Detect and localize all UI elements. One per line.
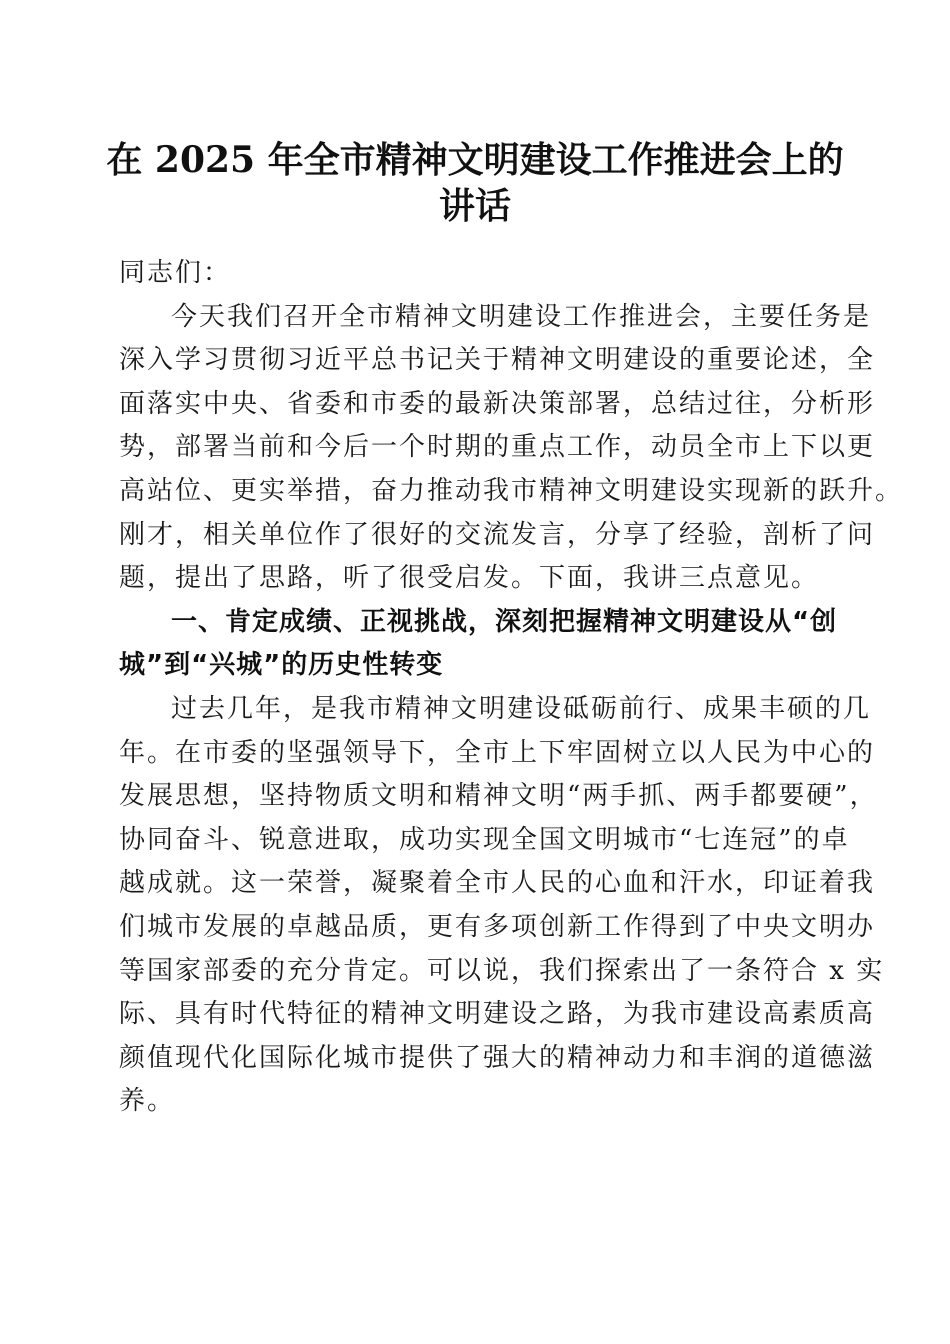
document-title [100, 137, 850, 229]
section-heading-1 [119, 601, 838, 688]
paragraph-intro [119, 296, 904, 601]
paragraph-line: 今天我们召开全市精神文明建设工作推进会，主要任务是 [171, 301, 872, 332]
paragraph-line: 势，部署当前和今后一个时期的重点工作，动员全市上下以更 [119, 432, 876, 463]
paragraph-line: 高站位、更实举措，奋力推动我市精神文明建设实现新的跃升。 [119, 475, 904, 506]
salutation: 同志们： [119, 258, 232, 288]
paragraph-line: 协同奋斗、锐意进取，成功实现全国文明城市“七连冠”的卓 [119, 824, 850, 855]
paragraph-line: 颜值现代化国际化城市提供了强大的精神动力和丰润的道德滋 [119, 1042, 876, 1073]
paragraph-achievements [119, 688, 885, 1124]
paragraph-line: 年。在市委的坚强领导下，全市上下牢固树立以人民为中心的 [119, 737, 876, 768]
paragraph-line: 越成就。这一荣誉，凝聚着全市人民的心血和汗水，印证着我 [119, 868, 876, 899]
heading-line: 城”到“兴城”的历史性转变 [119, 650, 444, 681]
document-body [119, 252, 904, 1124]
heading-line: 一、肯定成绩、正视挑战，深刻把握精神文明建设从“创 [171, 606, 838, 637]
paragraph-line: 深入学习贯彻习近平总书记关于精神文明建设的重要论述，全 [119, 345, 876, 376]
paragraph-line: 面落实中央、省委和市委的最新决策部署，总结过往，分析形 [119, 388, 876, 419]
paragraph-line: 发展思想，坚持物质文明和精神文明“两手抓、两手都要硬”， [119, 781, 878, 812]
paragraph-line: 题，提出了思路，听了很受启发。下面，我讲三点意见。 [119, 563, 820, 594]
title-line-1: 在 2025 年全市精神文明建设工作推进会上的 [106, 139, 844, 181]
paragraph-line: 养。 [119, 1086, 176, 1117]
paragraph-line: 等国家部委的充分肯定。可以说，我们探索出了一条符合 x 实 [119, 955, 885, 986]
paragraph-line: 刚才，相关单位作了很好的交流发言，分享了经验，剖析了问 [119, 519, 876, 550]
title-line-2: 讲话 [438, 185, 511, 227]
paragraph-line: 过去几年，是我市精神文明建设砥砺前行、成果丰硕的几 [171, 693, 872, 724]
paragraph-line: 们城市发展的卓越品质，更有多项创新工作得到了中央文明办 [119, 911, 876, 942]
paragraph-line: 际、具有时代特征的精神文明建设之路，为我市建设高素质高 [119, 999, 876, 1030]
